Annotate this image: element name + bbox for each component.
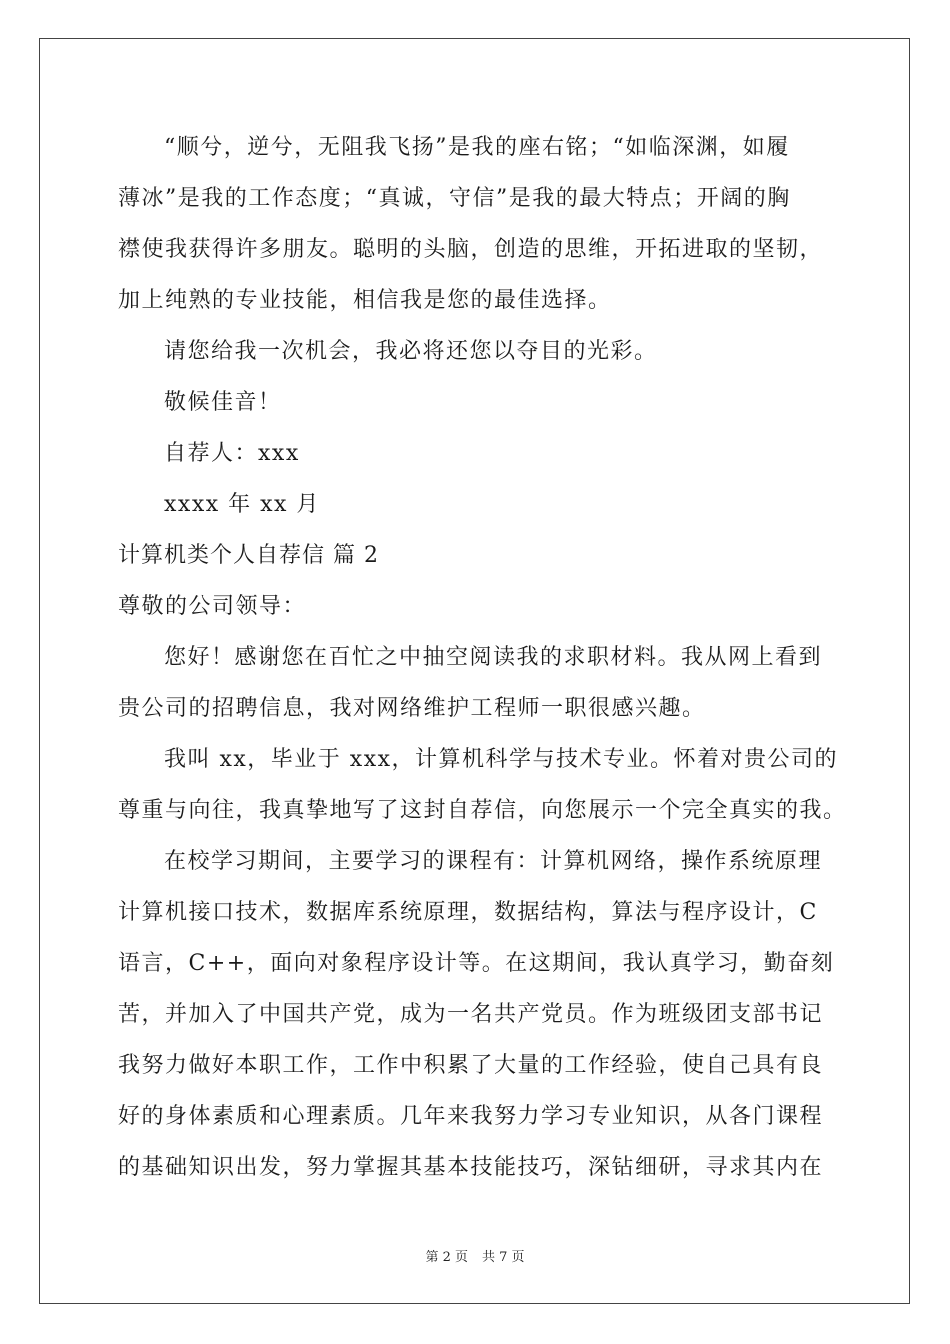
section-heading: 计算机类个人自荐信 篇 2 bbox=[118, 543, 379, 568]
text-line: 在校学习期间，主要学习的课程有：计算机网络，操作系统原理 bbox=[164, 849, 823, 874]
text-line: 语言，C++，面向对象程序设计等。在这期间，我认真学习，勤奋刻 bbox=[118, 951, 835, 976]
signature-line: 自荐人：xxx bbox=[164, 441, 300, 466]
text-line: 苦，并加入了中国共产党，成为一名共产党员。作为班级团支部书记 bbox=[118, 1002, 824, 1027]
text-line: 尊重与向往，我真挚地写了这封自荐信，向您展示一个完全真实的我。 bbox=[118, 798, 847, 823]
text-line: 您好！感谢您在百忙之中抽空阅读我的求职材料。我从网上看到 bbox=[164, 645, 823, 670]
date-line: xxxx 年 xx 月 bbox=[164, 492, 320, 517]
text-line: 的基础知识出发，努力掌握其基本技能技巧，深钻细研，寻求其内在 bbox=[118, 1155, 824, 1180]
page-footer bbox=[0, 1246, 950, 1265]
closing-line: 敬候佳音！ bbox=[164, 390, 282, 415]
document-body bbox=[118, 122, 847, 1193]
page-number-total: 共 7 页 bbox=[482, 1250, 525, 1265]
text-line: 我努力做好本职工作，工作中积累了大量的工作经验，使自己具有良 bbox=[118, 1053, 824, 1078]
text-line: 薄冰”是我的工作态度；“真诚，守信”是我的最大特点；开阔的胸 bbox=[118, 186, 791, 211]
text-line: 加上纯熟的专业技能，相信我是您的最佳选择。 bbox=[118, 288, 612, 313]
text-line: 好的身体素质和心理素质。几年来我努力学习专业知识，从各门课程 bbox=[118, 1104, 824, 1129]
text-line: 计算机接口技术，数据库系统原理，数据结构，算法与程序设计，C bbox=[118, 900, 818, 925]
text-line: 贵公司的招聘信息，我对网络维护工程师一职很感兴趣。 bbox=[118, 696, 706, 721]
salutation-line: 尊敬的公司领导： bbox=[118, 594, 307, 619]
text-line: “顺兮，逆兮，无阻我飞扬”是我的座右铭；“如临深渊，如履 bbox=[164, 135, 790, 160]
text-line: 请您给我一次机会，我必将还您以夺目的光彩。 bbox=[164, 339, 658, 364]
text-line: 我叫 xx，毕业于 xxx，计算机科学与技术专业。怀着对贵公司的 bbox=[164, 747, 839, 772]
text-line: 襟使我获得许多朋友。聪明的头脑，创造的思维，开拓进取的坚韧， bbox=[118, 237, 824, 262]
page-number-current: 第 2 页 bbox=[425, 1250, 468, 1265]
